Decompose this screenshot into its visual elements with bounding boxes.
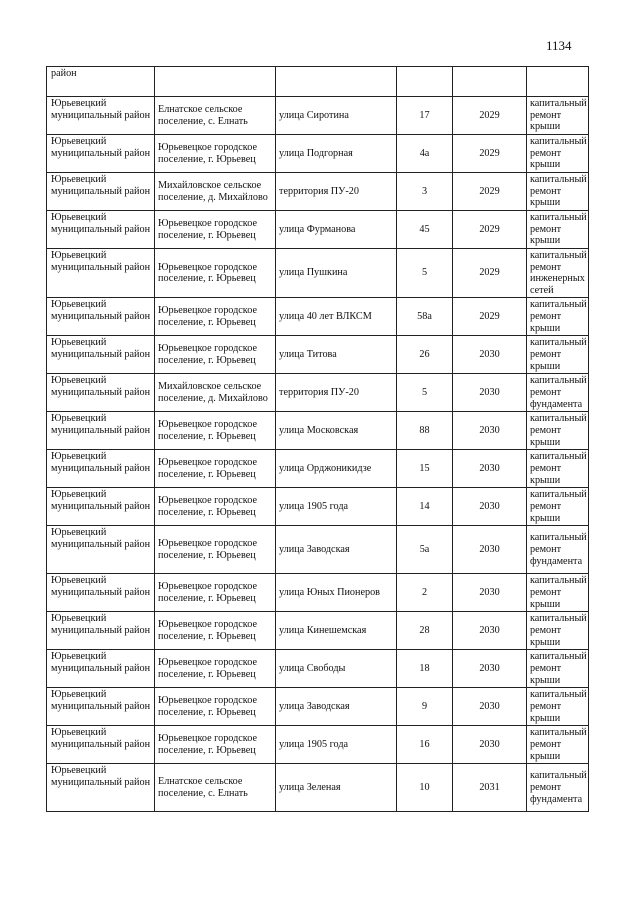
house-cell: 5: [397, 249, 453, 298]
table-row: [47, 97, 589, 135]
street-cell: улица Свободы: [276, 650, 397, 688]
work-cell: капитальный ремонт крыши: [527, 688, 589, 726]
table-row: [47, 612, 589, 650]
work-cell: капитальный ремонт крыши: [527, 726, 589, 764]
table-row: [47, 135, 589, 173]
page-number: 1134: [546, 38, 572, 53]
street-cell: улица Московская: [276, 412, 397, 450]
street-cell: улица Сиротина: [276, 97, 397, 135]
street-cell: улица 1905 года: [276, 488, 397, 526]
settlement-cell: Юрьевецкое городское поселение, г. Юрьевец: [155, 412, 276, 450]
work-cell: капитальный ремонт инженерных сетей: [527, 249, 589, 298]
settlement-cell: Юрьевецкое городское поселение, г. Юрьевец: [155, 135, 276, 173]
year-cell: 2030: [453, 574, 527, 612]
district-cell: Юрьевецкий муниципальный район: [47, 173, 155, 211]
district-cell: Юрьевецкий муниципальный район: [47, 412, 155, 450]
house-cell: 10: [397, 764, 453, 812]
settlement-cell: Юрьевецкое городское поселение, г. Юрьевец: [155, 726, 276, 764]
house-cell: 15: [397, 450, 453, 488]
work-cell: капитальный ремонт крыши: [527, 135, 589, 173]
settlement-cell: Юрьевецкое городское поселение, г. Юрьевец: [155, 612, 276, 650]
work-cell: капитальный ремонт крыши: [527, 298, 589, 336]
district-cell: Юрьевецкий муниципальный район: [47, 764, 155, 812]
settlement-cell: Юрьевецкое городское поселение, г. Юрьевец: [155, 450, 276, 488]
work-cell: капитальный ремонт крыши: [527, 412, 589, 450]
district-cell: Юрьевецкий муниципальный район: [47, 249, 155, 298]
district-cell: Юрьевецкий муниципальный район: [47, 450, 155, 488]
street-cell: улица Кинешемская: [276, 612, 397, 650]
settlement-cell: Юрьевецкое городское поселение, г. Юрьевец: [155, 574, 276, 612]
street-cell: улица Зеленая: [276, 764, 397, 812]
district-cell: Юрьевецкий муниципальный район: [47, 336, 155, 374]
district-cell: Юрьевецкий муниципальный район: [47, 650, 155, 688]
house-cell: 4а: [397, 135, 453, 173]
street-cell: улица Пушкина: [276, 249, 397, 298]
year-cell: 2029: [453, 97, 527, 135]
street-cell: улица Юных Пионеров: [276, 574, 397, 612]
table-row: [47, 211, 589, 249]
house-cell: 26: [397, 336, 453, 374]
settlement-cell: Юрьевецкое городское поселение, г. Юрьевец: [155, 688, 276, 726]
year-cell: 2029: [453, 173, 527, 211]
table-row: [47, 688, 589, 726]
house-cell: 2: [397, 574, 453, 612]
house-cell: 14: [397, 488, 453, 526]
year-cell: 2029: [453, 298, 527, 336]
street-cell: территория ПУ-20: [276, 173, 397, 211]
table-row: [47, 726, 589, 764]
work-cell: капитальный ремонт фундамента: [527, 764, 589, 812]
district-cell: Юрьевецкий муниципальный район: [47, 298, 155, 336]
table-row: [47, 450, 589, 488]
table-row: [47, 374, 589, 412]
district-cell: Юрьевецкий муниципальный район: [47, 688, 155, 726]
year-cell: 2029: [453, 135, 527, 173]
district-cell: Юрьевецкий муниципальный район: [47, 374, 155, 412]
street-cell: улица Подгорная: [276, 135, 397, 173]
year-cell: 2030: [453, 374, 527, 412]
house-cell: 16: [397, 726, 453, 764]
settlement-cell: Юрьевецкое городское поселение, г. Юрьевец: [155, 650, 276, 688]
district-cell: Юрьевецкий муниципальный район: [47, 135, 155, 173]
year-cell: 2030: [453, 412, 527, 450]
year-cell: 2029: [453, 211, 527, 249]
settlement-cell: Юрьевецкое городское поселение, г. Юрьевец: [155, 488, 276, 526]
district-cell: Юрьевецкий муниципальный район: [47, 526, 155, 574]
district-cell: Юрьевецкий муниципальный район: [47, 726, 155, 764]
district-cell: Юрьевецкий муниципальный район: [47, 211, 155, 249]
house-cell: 5: [397, 374, 453, 412]
work-cell: капитальный ремонт крыши: [527, 488, 589, 526]
table-row-continued: [47, 67, 589, 97]
street-cell: улица Заводская: [276, 526, 397, 574]
work-cell: капитальный ремонт крыши: [527, 97, 589, 135]
settlement-cell: Елнатское сельское поселение, с. Елнать: [155, 97, 276, 135]
table-row: [47, 650, 589, 688]
work-cell: капитальный ремонт крыши: [527, 211, 589, 249]
work-cell: капитальный ремонт крыши: [527, 612, 589, 650]
settlement-cell: Елнатское сельское поселение, с. Елнать: [155, 764, 276, 812]
house-cell: 28: [397, 612, 453, 650]
settlement-cell: Юрьевецкое городское поселение, г. Юрьевец: [155, 526, 276, 574]
work-cell: капитальный ремонт крыши: [527, 336, 589, 374]
year-cell: 2029: [453, 249, 527, 298]
district-cell: Юрьевецкий муниципальный район: [47, 574, 155, 612]
year-cell: 2030: [453, 488, 527, 526]
house-cell: 88: [397, 412, 453, 450]
house-cell: [397, 67, 453, 97]
street-cell: улица Заводская: [276, 688, 397, 726]
year-cell: 2030: [453, 688, 527, 726]
house-cell: 45: [397, 211, 453, 249]
work-cell: капитальный ремонт крыши: [527, 574, 589, 612]
table-row: [47, 298, 589, 336]
table-row: [47, 764, 589, 812]
settlement-cell: Юрьевецкое городское поселение, г. Юрьевец: [155, 249, 276, 298]
street-cell: улица Орджоникидзе: [276, 450, 397, 488]
settlement-cell: [155, 67, 276, 97]
work-cell: [527, 67, 589, 97]
repair-schedule-table: [46, 66, 589, 812]
house-cell: 17: [397, 97, 453, 135]
settlement-cell: Михайловское сельское поселение, д. Михайлово: [155, 374, 276, 412]
street-cell: улица 40 лет ВЛКСМ: [276, 298, 397, 336]
street-cell: улица Титова: [276, 336, 397, 374]
district-cell: Юрьевецкий муниципальный район: [47, 612, 155, 650]
work-cell: капитальный ремонт фундамента: [527, 374, 589, 412]
year-cell: [453, 67, 527, 97]
house-cell: 3: [397, 173, 453, 211]
year-cell: 2030: [453, 612, 527, 650]
table-row: [47, 249, 589, 298]
table-body: [47, 67, 589, 812]
year-cell: 2031: [453, 764, 527, 812]
street-cell: улица 1905 года: [276, 726, 397, 764]
house-cell: 58а: [397, 298, 453, 336]
table-row: [47, 173, 589, 211]
district-cell: Юрьевецкий муниципальный район: [47, 488, 155, 526]
work-cell: капитальный ремонт крыши: [527, 450, 589, 488]
table-row: [47, 336, 589, 374]
street-cell: улица Фурманова: [276, 211, 397, 249]
district-cell: Юрьевецкий муниципальный район: [47, 97, 155, 135]
house-cell: 5а: [397, 526, 453, 574]
year-cell: 2030: [453, 526, 527, 574]
house-cell: 18: [397, 650, 453, 688]
table-row: [47, 488, 589, 526]
district-cell: район: [47, 67, 155, 97]
settlement-cell: Юрьевецкое городское поселение, г. Юрьевец: [155, 298, 276, 336]
work-cell: капитальный ремонт фундамента: [527, 526, 589, 574]
settlement-cell: Юрьевецкое городское поселение, г. Юрьевец: [155, 336, 276, 374]
year-cell: 2030: [453, 336, 527, 374]
year-cell: 2030: [453, 450, 527, 488]
work-cell: капитальный ремонт крыши: [527, 173, 589, 211]
street-cell: территория ПУ-20: [276, 374, 397, 412]
settlement-cell: Михайловское сельское поселение, д. Михайлово: [155, 173, 276, 211]
work-cell: капитальный ремонт крыши: [527, 650, 589, 688]
table-row: [47, 412, 589, 450]
table-row: [47, 574, 589, 612]
house-cell: 9: [397, 688, 453, 726]
year-cell: 2030: [453, 650, 527, 688]
year-cell: 2030: [453, 726, 527, 764]
settlement-cell: Юрьевецкое городское поселение, г. Юрьевец: [155, 211, 276, 249]
table-row: [47, 526, 589, 574]
street-cell: [276, 67, 397, 97]
